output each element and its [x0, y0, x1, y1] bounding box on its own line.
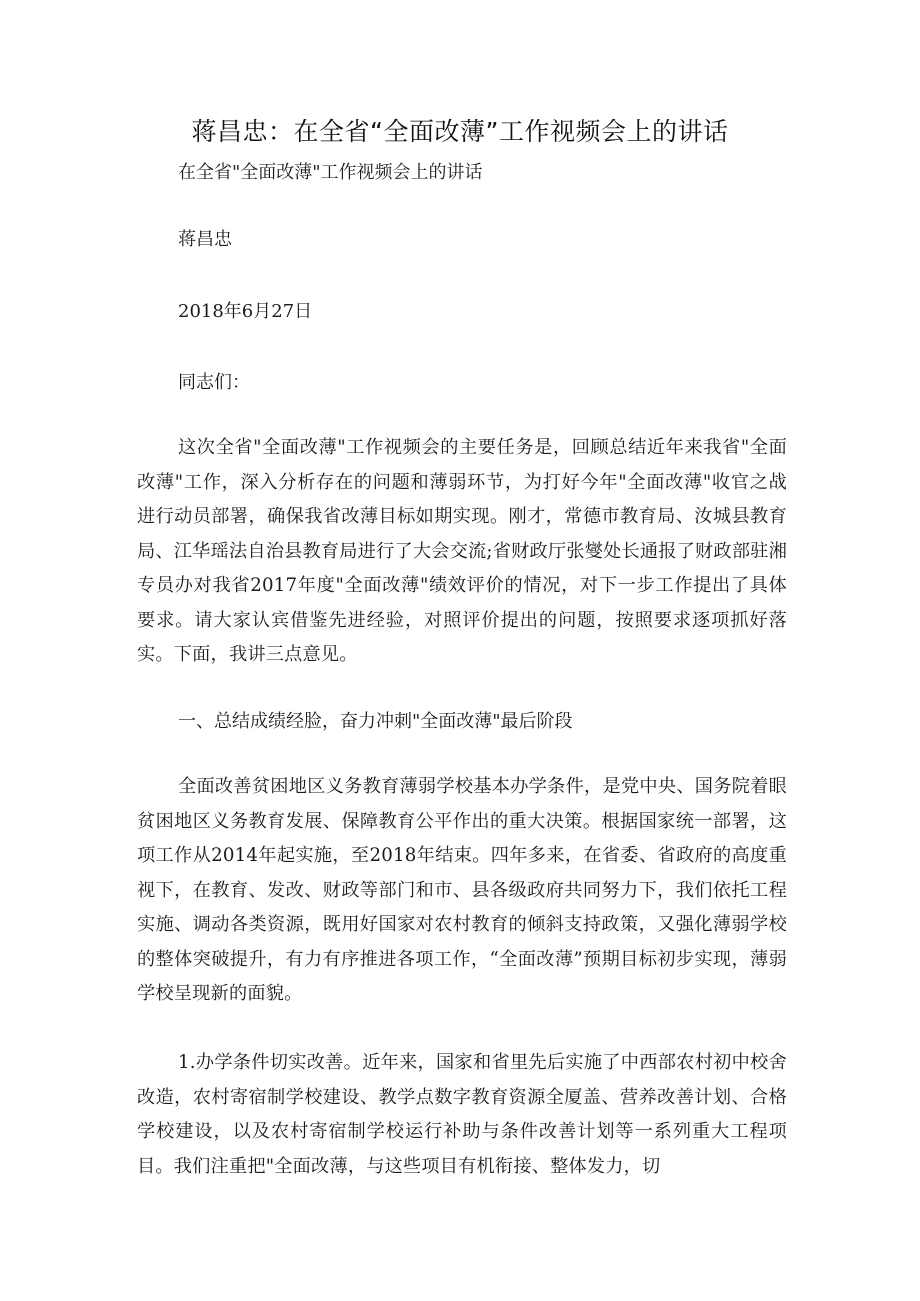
document-subtitle: 在全省"全面改薄"工作视频会上的讲话 — [178, 162, 483, 183]
paragraph-intro: 这次全省"全面改薄"工作视频会的主要任务是，回顾总结近年来我省"全面改薄"工作，深入分析存在的问题和薄弱环节，为打好今年"全面改薄"收官之战进行动员部署，确保我省改薄目标如期实现。刚才，常德市教育局、汝城县教育局、江华瑶法自治县教育局进行了大会交流;省财政厅张燮处长通报了财政部驻湘专员办对我省2017年度"全面改薄"绩效评价的情况，对下一步工作提出了具体要求。请大家认宾借鉴先进经验，对照评价提出的问题，按照要求逐项抓好落实。下面，我讲三点意见。 — [137, 437, 787, 665]
author-name: 蒋昌忠 — [178, 229, 232, 250]
speech-date: 2018年6月27日 — [178, 301, 313, 322]
paragraph-achievements: 全面改善贫困地区义务教育薄弱学校基本办学条件，是党中央、国务院着眼贫困地区义务教育发展、保障教育公平作出的重大决策。根据国家统一部署，这项工作从2014年起实施，至2018年结束。四年多来，在省委、省政府的高度重视下，在教育、发改、财政等部门和市、县各级政府共同努力下，我们依托工程实施、调动各类资源，既用好国家对农村教育的倾斜支持政策，又强化薄弱学校的整体突破提升，有力有序推进各项工作，“全面改薄”预期目标初步实现，薄弱学校呈现新的面貌。 — [137, 776, 787, 1004]
document-title: 蒋昌忠：在全省“全面改薄”工作视频会上的讲话 — [191, 117, 729, 146]
section-heading: 一、总结成绩经脸，奋力冲刺"全面改薄"最后阶段 — [178, 711, 573, 732]
paragraph-conditions: 1.办学条件切实改善。近年来，国家和省里先后实施了中西部农村初中校舍改造，农村寄宿制学校建设、教学点数字教育资源全厦盖、营养改善计划、合格学校建设，以及农村寄宿制学校运行补助与条件改善计划等一系列重大工程项目。我们注重把"全面改薄，与这些项目有机衔接、整体发力，切 — [137, 1052, 787, 1177]
salutation: 同志们： — [178, 372, 250, 393]
